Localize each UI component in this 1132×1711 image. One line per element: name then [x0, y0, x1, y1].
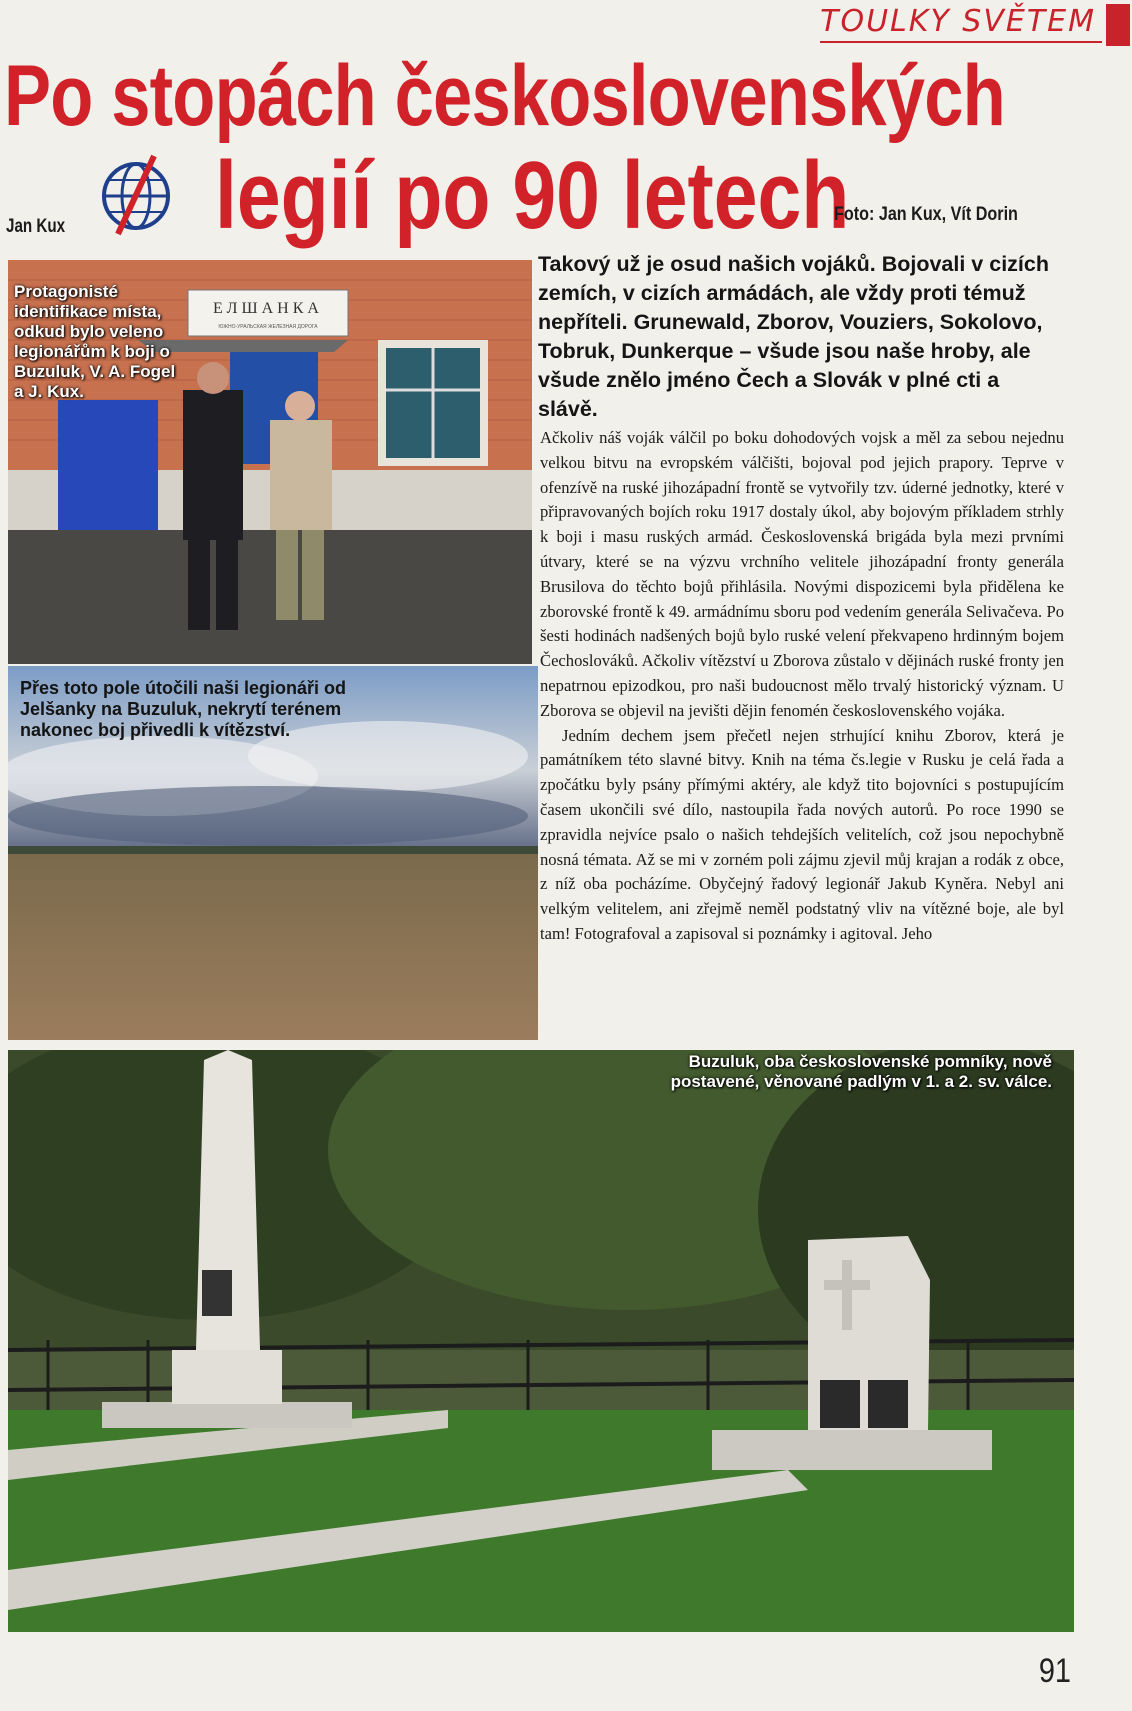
svg-text:ЮЖНО-УРАЛЬСКАЯ ЖЕЛЕЗНАЯ ДОРОГА: ЮЖНО-УРАЛЬСКАЯ ЖЕЛЕЗНАЯ ДОРОГА: [218, 324, 318, 330]
article-title-line2: legií po 90 letech: [215, 142, 850, 249]
memorials-photo: [8, 1050, 1074, 1632]
photo1-caption: Protagonisté identifikace místa, odkud bylo veleno legionářům k boji o Buzuluk, V. A. Fogel a J. Kux.: [14, 282, 176, 401]
page-number: 91: [1039, 1652, 1072, 1690]
photo3-caption: Buzuluk, oba československé pomníky, nově postavené, věnované padlým v 1. a 2. sv. válce.: [670, 1052, 1052, 1091]
section-tag: TOULKY SVĚTEM: [820, 4, 1102, 43]
article-paragraph: Ačkoliv náš voják válčil po boku dohodových vojsk a měl za sebou nejednu velkou bitvu na evropském válčišti, bojoval pod jejich prapory. Teprve v ofenzívě na ruské jihozápadní frontě se vytvořily tzv. úderné jednotky, které v připravovaných bojích roku 1917 dostaly úkol, aby bojovým příkladem strhly k boji i masu ruských armád. Československá brigáda byla mezi prvními útvary, které se na výzvu vrchního velitele jihozápadní fronty generála Brusilova do těchto bojů přihlásila. Novými dispozicemi byla přidělena ke zborovské frontě k 49. armádnímu sboru pod vedením generála Selivačeva. Po šesti hodinách nadšených bojů bylo ruské velení překvapeno hrdinným bojem Čechoslováků. Ačkoliv vítězství u Zborova zůstalo v dějinách ruské fronty jen nepatrnou epizodkou, pro naši budoucnost mělo trvalý historický význam. U Zborova se objevil na jevišti dějin fenomén československého vojáka.: [540, 428, 1064, 720]
article-paragraph: Jedním dechem jsem přečetl nejen strhující knihu Zborov, která je památníkem této slavné bitvy. Knih na téma čs.legie v Rusku je celá řada a zpočátku byly psány přímými aktéry, ale když tito bojovníci s postupujícím časem ukončili své dílo, nastoupila řada nových autorů. Po roce 1990 se zpravidla nejvíce psalo o našich tehdejších velitelích, což jsou nepochybně nosná témata. Až se mi v zorném poli zájmu zjevil můj krajan a rodák z obce, z níž oba pocházíme. Obyčejný řadový legionář Jakub Kyněra. Nebyl ani velkým velitelem, ani zřejmě neměl podstatný vliv na vítězné boje, ale byl tam! Fotografoval a zapisoval si poznámky i agitoval. Jeho: [540, 725, 1064, 943]
article-body: [540, 426, 1064, 947]
photo2-caption: Přes toto pole útočili naši legionáři od Jelšanky na Buzuluk, nekrytí terénem nakonec boj přivedli k vítězství.: [20, 678, 347, 740]
photo-credits: Foto: Jan Kux, Vít Dorin: [834, 204, 1018, 225]
station-sign-text: ЕЛШАНКА: [213, 300, 323, 317]
globe-icon: [96, 152, 176, 236]
article-lead: Takový už je osud našich vojáků. Bojovali v cizích zemích, v cizích armádách, ale vždy proti témuž nepříteli. Grunewald, Zborov, Vouziers, Sokolovo, Tobruk, Dunkerque – všude jsou naše hroby, ale všude znělo jméno Čech a Slovák v plné cti a slávě.: [538, 252, 1049, 421]
article-title-line1: Po stopách československých: [4, 48, 1005, 144]
author-byline: Jan Kux: [6, 216, 66, 237]
section-tag-block: [1106, 4, 1130, 46]
